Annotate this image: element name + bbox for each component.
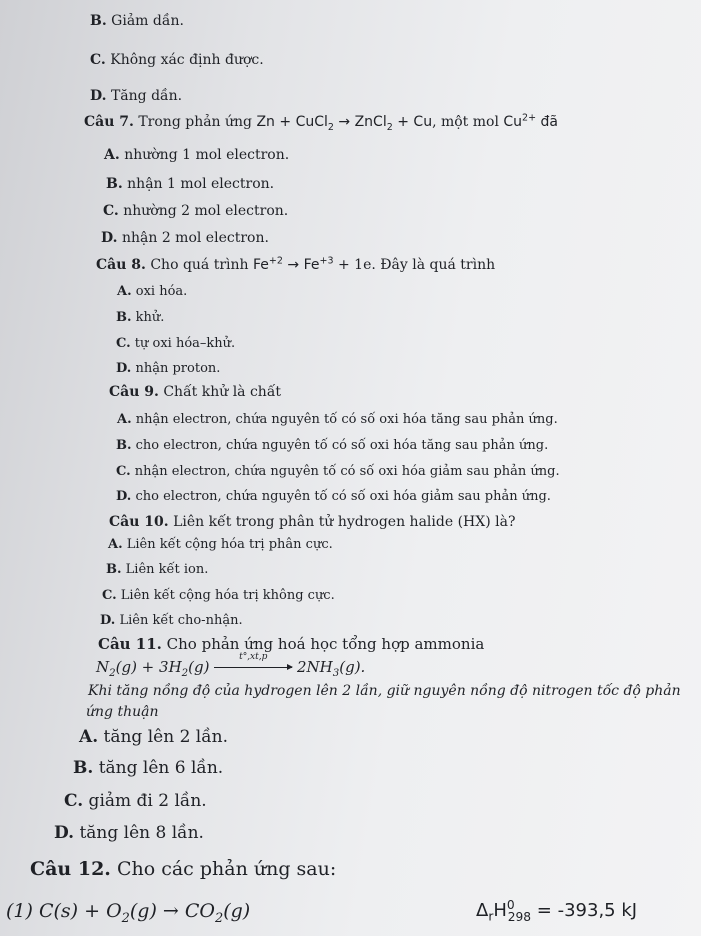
q11-text-line-2: ứng thuận (86, 704, 159, 720)
q7-option-d: D. nhận 2 mol electron. (101, 230, 269, 246)
q12-enthalpy: $\Delta_rH^0_{298} = -393,5$ kJ (476, 898, 638, 924)
q7-option-b: B. nhận 1 mol electron. (106, 176, 275, 192)
q8-option-a: A. oxi hóa. (117, 284, 188, 299)
question-9: Câu 9. Chất khử là chất (109, 384, 282, 400)
q8-option-d: D. nhận proton. (116, 361, 221, 376)
q10-option-b: B. Liên kết ion. (106, 562, 209, 577)
q8-option-b: B. khử. (116, 310, 165, 325)
q11-equation: $N_2(g) + 3H_2(g)$ t°,xt,p $2NH_3(g)$. (96, 652, 366, 679)
q10-option-d: D. Liên kết cho-nhận. (100, 613, 243, 628)
q8-option-c: C. tự oxi hóa–khử. (116, 336, 236, 351)
q9-option-c: C. nhận electron, chứa nguyên tố có số oxi hóa giảm sau phản ứng. (116, 464, 560, 479)
q11-option-a: A. tăng lên 2 lần. (79, 727, 228, 747)
q9-option-d: D. cho electron, chứa nguyên tố có số oxi hóa giảm sau phản ứng. (116, 489, 551, 504)
option-c-prev: C. Không xác định được. (90, 52, 264, 68)
q7-option-a: A. nhường 1 mol electron. (104, 147, 290, 163)
option-d-prev: D. Tăng dần. (90, 88, 183, 104)
q7-option-c: C. nhường 2 mol electron. (103, 203, 289, 219)
reaction-arrow: t°,xt,p (214, 661, 292, 668)
q11-option-c: C. giảm đi 2 lần. (64, 791, 207, 811)
option-b-prev: B. Giảm dần. (90, 13, 184, 29)
question-8: Câu 8. Cho quá trình $Fe^{+2} \to Fe^{+3} + 1e$. Đây là quá trình (96, 255, 496, 273)
q10-option-c: C. Liên kết cộng hóa trị không cực. (102, 588, 335, 603)
q9-option-b: B. cho electron, chứa nguyên tố có số oxi hóa tăng sau phản ứng. (116, 438, 549, 453)
question-12: Câu 12. Cho các phản ứng sau: (30, 858, 337, 880)
reaction-equation: Zn + CuCl$_2$ → ZnCl$_2$ + Cu (256, 114, 433, 133)
question-11: Câu 11. Cho phản ứng hoá học tổng hợp ammonia (98, 635, 485, 653)
q9-option-a: A. nhận electron, chứa nguyên tố có số oxi hóa tăng sau phản ứng. (117, 412, 558, 427)
question-10: Câu 10. Liên kết trong phân tử hydrogen halide (HX) là? (109, 514, 516, 530)
q11-option-b: B. tăng lên 6 lần. (73, 758, 224, 778)
q11-text-line-1: Khi tăng nồng độ của hydrogen lên 2 lần, giữ nguyên nồng độ nitrogen tốc độ phản (88, 683, 681, 699)
q10-option-a: A. Liên kết cộng hóa trị phân cực. (108, 537, 333, 552)
q11-option-d: D. tăng lên 8 lần. (54, 823, 204, 843)
question-7: Câu 7. Trong phản ứng Zn + CuCl$_2$ → ZnCl$_2$ + Cu, một mol $Cu^{2+}$ đã (84, 112, 558, 133)
q12-reaction-1: (1) $C(s) + O_2(g) \to CO_2(g)$ (6, 900, 251, 926)
